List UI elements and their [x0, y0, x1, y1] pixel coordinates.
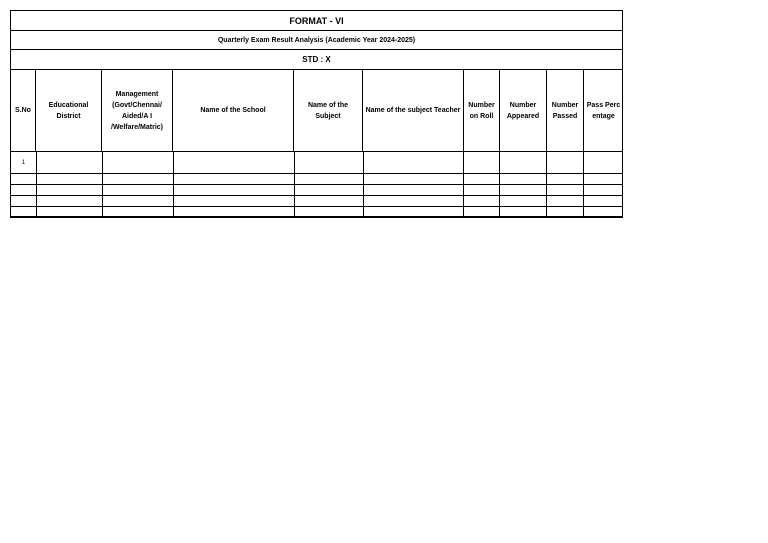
col-header-management: Management (Govt/Chennai/ Aided/A I /Welfare/Matric)	[102, 70, 173, 152]
col-header-pass-percentage: Pass Percentage	[584, 70, 623, 152]
format-title: FORMAT - VI	[11, 11, 622, 31]
col-header-subject-name: Name of the Subject	[294, 70, 363, 152]
column-divider	[463, 152, 464, 218]
column-divider	[363, 152, 364, 218]
col-header-educational-district: Educational District	[36, 70, 102, 152]
std-label: STD : X	[11, 50, 622, 70]
column-divider	[546, 152, 547, 218]
column-divider	[102, 152, 103, 218]
sheet-subtitle: Quarterly Exam Result Analysis (Academic Year 2024-2025)	[11, 31, 622, 50]
col-header-number-on-roll: Number on Roll	[464, 70, 500, 152]
column-divider	[499, 152, 500, 218]
row-sno-cell: 1	[21, 160, 26, 166]
column-divider	[583, 152, 584, 218]
column-divider	[36, 152, 37, 218]
col-header-number-passed: Number Passed	[547, 70, 584, 152]
col-header-subject-teacher: Name of the subject Teacher	[363, 70, 464, 152]
result-analysis-sheet	[10, 10, 623, 218]
col-header-sno: S.No	[11, 70, 36, 152]
column-divider	[173, 152, 174, 218]
column-divider	[294, 152, 295, 218]
col-header-school-name: Name of the School	[173, 70, 294, 152]
col-header-number-appeared: Number Appeared	[500, 70, 547, 152]
